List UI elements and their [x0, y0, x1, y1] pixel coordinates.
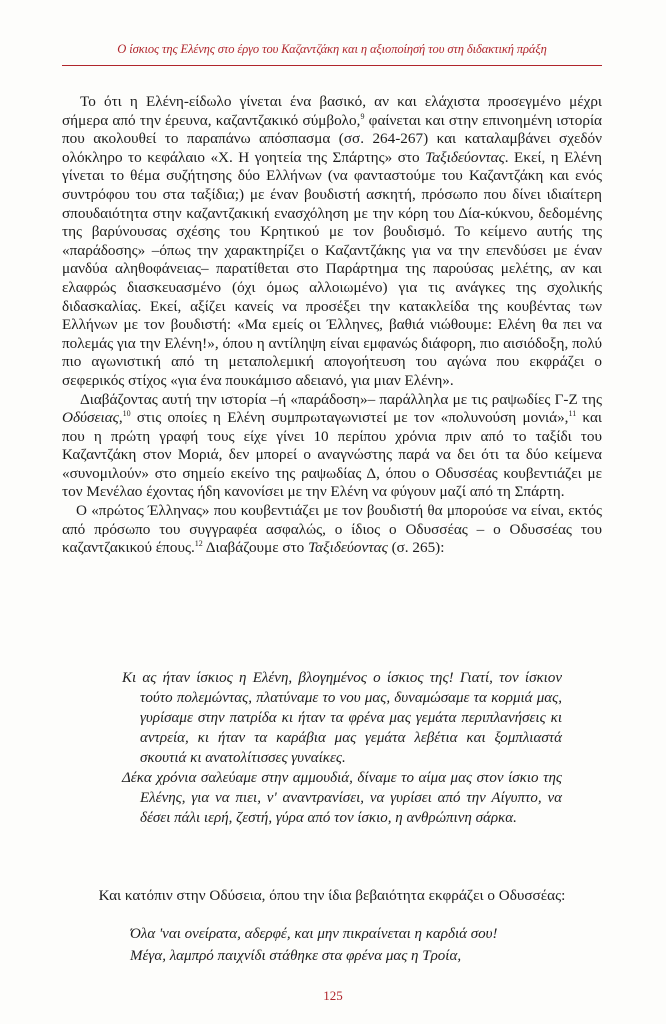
paragraph-text: (σ. 265): [387, 539, 445, 557]
paragraph [62, 502, 602, 558]
quote-stanza [122, 668, 562, 768]
transition-sentence: Και κατόπιν στην Οδύσεια, όπου την ίδια βεβαιότητα εκφράζει ο Οδυσσέας: [98, 887, 566, 904]
footnote-marker: 12 [194, 539, 203, 549]
paragraph-text: φαίνεται και στην επινοημένη ιστορία που ακολουθεί το παραπάνω απόσπασμα (σσ. 264-267) και καταλαμβάνει σχεδόν ολόκληρο το κεφάλαιο «Χ. Η γοητεία της Σπάρτης» στο [62, 111, 602, 166]
book-title: Ταξιδεύοντας [308, 539, 388, 557]
quote-stanza-text: Δέκα χρόνια σαλεύαμε στην αμμουδιά, δίναμε το αίμα μας στον ίσκιο της Ελένης, για να πιει, ν' αναντρανίσει, να γυρίσει από την Αίγυπτο, να δέσει πάλι ιερή, ζεστή, γύρα από τον ίσκιο, η ανθρώπινη σάρκα. [122, 770, 562, 826]
footnote-marker: 11 [568, 409, 577, 419]
page-number: 125 [323, 988, 343, 1003]
footnote-marker: 10 [122, 409, 131, 419]
footnote-marker: 9 [360, 111, 365, 121]
running-header: Ο ίσκιος της Ελένης στο έργο του Καζαντζάκη και η αξιοποίησή του στη διδακτική πράξη [117, 42, 547, 56]
quote-stanza-text: Κι ας ήταν ίσκιος η Ελένη, βλογημένος ο ίσκιος της! Γιατί, τον ίσκιον τούτο πολεμώντας, πλατύναμε το νου μας, δυναμώσαμε τα κορμιά μας, γυρίσαμε στην πατρίδα κι ήταν τα φρένα μας γεμάτα περιπλανήσεις κι αντρεία, κι ήταν τα καράβια μας γεμάτα λεβέτια και ξομπλιαστά σκουτιά κι ανατολίτισσες γυναίκες. [122, 670, 562, 766]
book-title: Οδύσειας [62, 409, 119, 427]
paragraph [62, 93, 602, 391]
block-quote [122, 668, 562, 828]
verse-line: Μέγα, λαμπρό παιχνίδι στάθηκε στα φρένα μας η Τροία, [130, 948, 462, 964]
paragraph-text: Ο «πρώτος Έλληνας» που κουβεντιάζει με τον βουδιστή θα μπορούσε να είναι, εκτός από πρόσωπο του συγγραφέα ασφαλώς, ο ίδιος ο Οδυσσέας – ο Οδυσσέας του καζαντζακικού έπους. [62, 502, 602, 557]
verse-line: Όλα 'ναι ονείρατα, αδερφέ, και μην πικραίνεται η καρδιά σου! [130, 926, 498, 942]
paragraph [62, 391, 602, 503]
body-text [62, 93, 602, 558]
verse-quote [130, 923, 590, 967]
header-rule [62, 65, 602, 66]
paragraph-text: . Εκεί, η Ελένη γίνεται το θέμα συζήτησης δύο Ελλήνων (να φανταστούμε του Καζαντζάκη και ενός συντρόφου του στα ταξίδια;) με έναν βουδιστή ασκητή, πρόσωπο που δίνει ιδιαίτερη σπουδαιότητα στην καζαντζακική ενασχόληση με την κόρη του Δία-κύκνου, δεδομένης της βαρύνουσας σχέσης του Κρητικού με τον βουδισμό. Το κείμενο αυτής της «παράδοσης» –όπως την χαρακτηρίζει ο Καζαντζάκης για να την επενδύσει με έναν μανδύα αληθοφάνειας– παρατίθεται στο Παράρτημα της παρούσας μελέτης, αν και ελαφρώς διασκευασμένο (όχι όμως αλλοιωμένο) για τις ανάγκες της σχολικής διδασκαλίας. Εκεί, αξίζει κανείς να προσέξει την κατακλείδα της κουβέντας των Ελλήνων με τον βουδιστή: «Μα εμείς οι Έλληνες, βαθιά νιώθουμε: Ελένη θα πει να πολεμάς για την Ελένη!», όπου η αντίληψη είναι εμφανώς διάφορη, πιο αισιόδοξη, πολύ πιο αγωνιστική από τη μεταπολεμική απογοήτευση του αγώνα που εκφράζει ο σεφερικός στίχος «για ένα πουκάμισο αδειανό, για μιαν Ελένη». [62, 148, 602, 389]
book-title: Ταξιδεύοντας [425, 148, 505, 166]
paragraph-text: στις οποίες η Ελένη συμπρωταγωνιστεί με τον «πολυνούση μονιά», [130, 409, 569, 427]
paragraph-text: και που η πρώτη γραφή τους είχε γίνει 10 περίπου χρόνια πριν από το ταξίδι του Καζαντζάκη στον Μοριά, δεν μπορεί ο αναγνώστης παρά να δει ότι τα δύο κείμενα «συνομιλούν» στο σημείο εκείνο της ραψωδίας Δ, όπου ο Οδυσσέας κουβεντιάζει με τον Μενέλαο έχοντας ήδη κανονίσει με την Ελένη να φύγουν μαζί από τη Σπάρτη. [62, 409, 602, 501]
quote-stanza [122, 768, 562, 828]
paragraph-text: Το ότι η Ελένη-είδωλο γίνεται ένα βασικό, αν και ελάχιστα προσεγμένο μέχρι σήμερα από την έρευνα, καζαντζακικό σύμβολο, [62, 93, 602, 129]
paragraph-text: , [118, 409, 123, 427]
paragraph-text: Διαβάζοντας αυτή την ιστορία –ή «παράδοση»– παράλληλα με τις ραψωδίες Γ-Ζ της [80, 390, 602, 408]
paragraph-text: Διαβάζουμε στο [202, 539, 309, 557]
